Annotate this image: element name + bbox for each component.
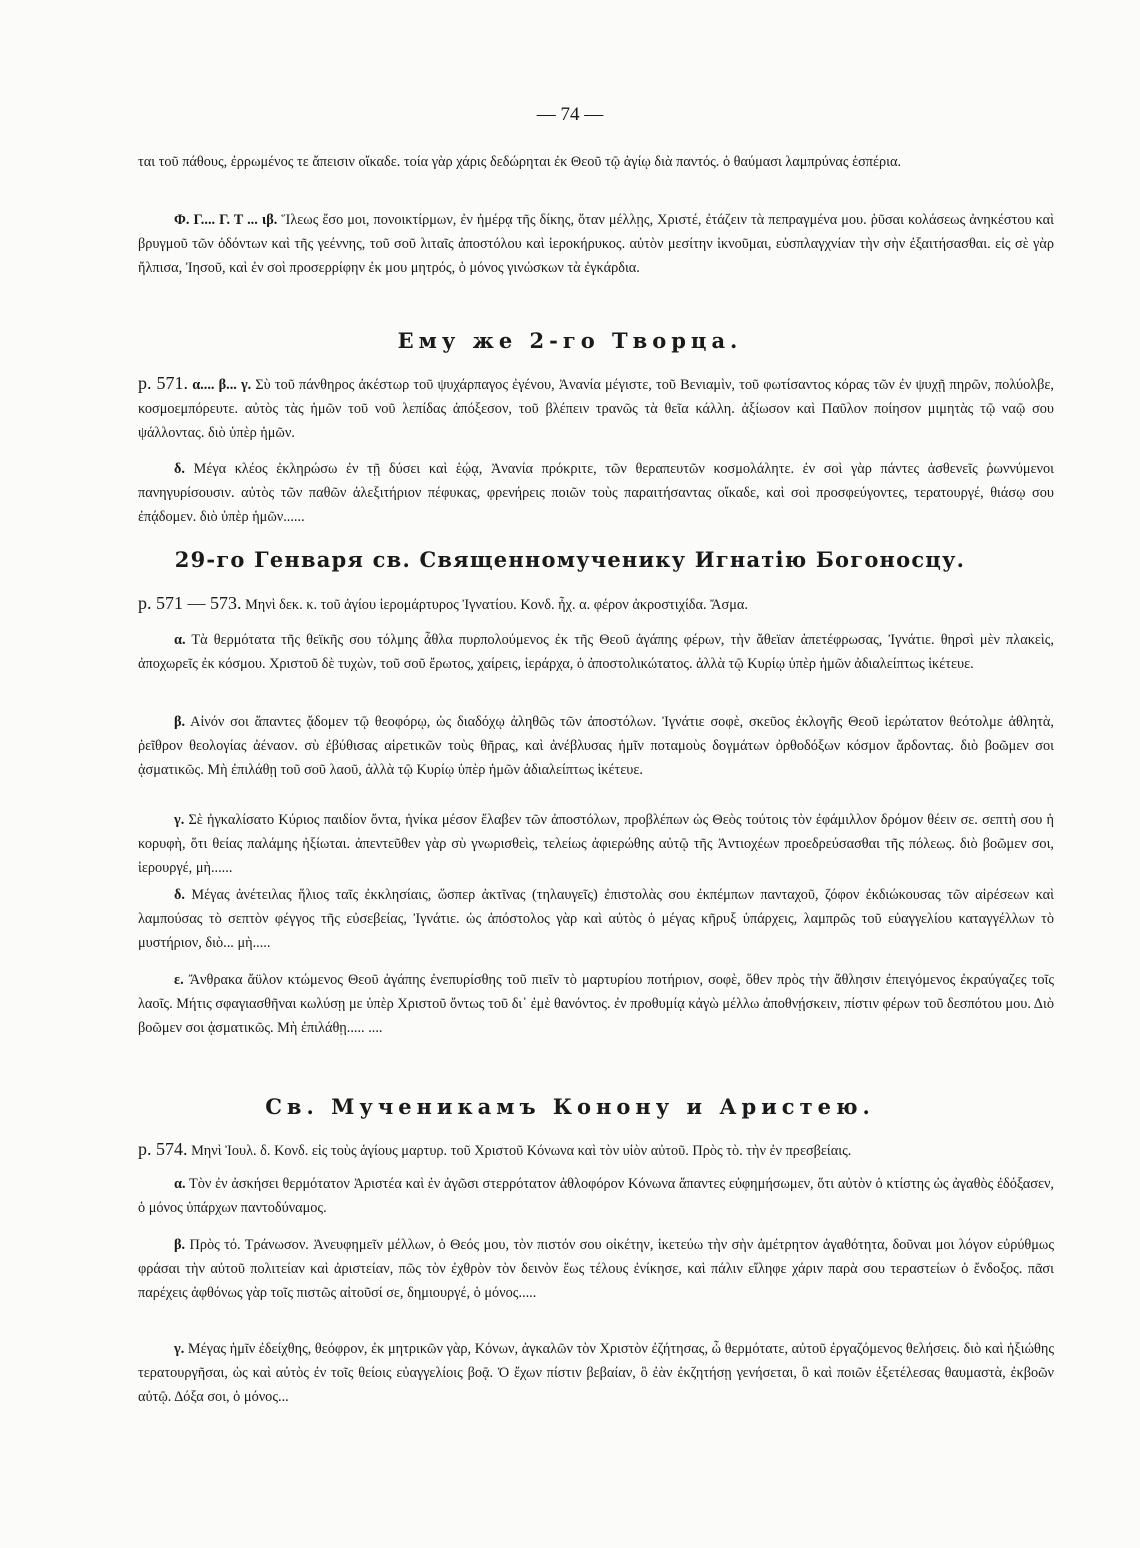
paragraph-text: Μέγα κλέος ἐκληρώσω ἐν τῇ δύσει καὶ ἑῴᾳ, Ἀνανία πρόκριτε, τῶν θεραπευτῶν κοσμολάλητε. ἐν σοὶ γὰρ πάντες ἀσθενεῖς ῥωννύμενοι πανηγυρίσουσιν. αὐτὸς τῶν παθῶν ἀλεξιτήριον πέφυκας, φρενήρεις ποιῶν τοὺς παραιτήσαντας οἴκαδε, καὶ σοὶ προσφεύγοντες, τερατουργέ, θιάσῳ σου ἐπᾴδομεν. διὸ ὑπὲρ ἡμῶν...... (138, 461, 1055, 525)
paragraph-text: Μέγας ἡμῖν ἐδείχθης, θεόφρον, ἐκ μητρικῶν γὰρ, Κόνων, ἀγκαλῶν τὸν Χριστὸν ἐζήτησας, ὦ θερμότατε, αὐτοῦ ἐργαζόμενος θελήσεις. διὸ καὶ ἠξιώθης τερατουργῆσαι, ὡς καὶ αὐτὸς ἐν τοῖς θείοις εὐαγγελίοις βοᾷ. Ὁ ἔχων πίστιν βεβαίαν, ὃ ἐὰν ἐκζητήσῃ γενήσεται, ὃ καὶ ποιῶν ἐξετέλεσας θαυμαστὰ, ἐκβοῶν αὐτῷ. Δόξα σοι, ὁ μόνος... (138, 1341, 1054, 1405)
paragraph-label: β. (174, 1237, 186, 1253)
text-block-8 (138, 883, 1054, 955)
paragraph-text: Μέγας ἀνέτειλας ἥλιος ταῖς ἐκκλησίαις, ὥσπερ ἀκτῖνας (τηλαυγεῖς) ἐπιστολὰς σου ἐκπέμπων πανταχοῦ, ζόφον ἐκδιώκουσας τῶν αἱρέσεων καὶ λαμπούσας τὸ σεπτὸν φέγγος τῆς εὐσεβείας, Ἰγνάτιε. ὡς ἀπόστολος γὰρ καὶ αὐτὸς ὁ μέγας κῆρυξ ὑπάρχεις, λαμπρῶς τοῦ εὐαγγελίου καταγγέλλων τὸ μυστήριον, διὸ... μὴ..... (138, 887, 1054, 951)
paragraph-text: Ἵλεως ἔσο μοι, πονοικτίρμων, ἐν ἡμέρᾳ τῆς δίκης, ὅταν μέλλῃς, Χριστέ, ἐτάζειν τὰ πεπραγμένα μου. ῥῦσαι κολάσεως ἀνηκέστου καὶ βρυγμοῦ τῶν ὀδόντων καὶ τῆς γεέννης, τοῦ σοῦ λιταῖς ἀποστόλου καὶ ἱεροκήρυκος. αὐτὸν μεσίτην ἱκνοῦμαι, εὐσπλαγχνίαν τὴν σὴν ἐξαιτήσασθαι. εἰς σὲ γὰρ ἤλπισα, Ἰησοῦ, καὶ ἐν σοὶ προσερρίφην ἐκ μου μητρός, ὁ μόνος γινώσκων τὰ ἐγκάρδια. (138, 212, 1054, 276)
text-block-10 (138, 1137, 1054, 1163)
page-number: — 74 — (536, 104, 604, 125)
paragraph-text: ται τοῦ πάθους, ἐρρωμένος τε ἄπεισιν οἴκαδε. τοία γὰρ χάρις δεδώρηται ἐκ Θεοῦ τῷ ἁγίῳ διὰ παντός. ὁ θαύμασι λαμπρύνας ἑσπέρια. (138, 154, 902, 170)
paragraph-label: α.... β... γ. (192, 377, 252, 393)
text-block-7 (138, 808, 1054, 880)
text-block-9 (138, 968, 1054, 1040)
paragraph-label: γ. (174, 1341, 185, 1357)
paragraph-label: γ. (174, 812, 185, 828)
text-block-6 (138, 710, 1054, 782)
section-heading-1: Ему же 2-го Творца. (397, 328, 743, 353)
paragraph-text: Αἰνόν σοι ἅπαντες ᾄδομεν τῷ θεοφόρῳ, ὡς διαδόχῳ ἀληθῶς τῶν ἀποστόλων. Ἰγνάτιε σοφὲ, σκεῦος ἐκλογῆς Θεοῦ ἱερώτατον θεότολμε ἀθλητὰ, ῥεῖθρον θεολογίας ἀέναον. σὺ ἐβύθισας αἱρετικῶν τοὺς θῆρας, καὶ ἀνέβλυσας ἡμῖν ποταμοὺς δογμάτων ὀρθοδόξων κόσμον ἄρδοντας. διὸ βοῶμεν σοι ᾀσματικῶς. Μὴ ἐπιλάθῃ τοῦ σοῦ λαοῦ, ἀλλὰ τῷ Κυρίῳ ὑπὲρ ἡμῶν ἀδιαλείπτως ἱκέτευε. (138, 714, 1054, 778)
text-block-2 (138, 371, 1054, 445)
section-heading-2: 29-го Генваря св. Священномученику Игнатію Богоносцу. (174, 547, 966, 572)
paragraph-label: δ. (174, 461, 185, 477)
text-block-4 (138, 591, 1054, 617)
paragraph-text: Σὺ τοῦ πάνθηρος ἀκέστωρ τοῦ ψυχάρπαγος ἐγένου, Ἀνανία μέγιστε, τοῦ Βενιαμὶν, τοῦ φωτίσαντος κόρας τῶν ἐν ψυχῇ πηρῶν, πολύολβε, κοσμοεμπόρευτε. αὐτὸς τὰς ἡμῶν τοῦ νοῦ λεπίδας ἀπόξεσον, τοῦ βλέπειν τρανῶς τὰ θεῖα κάλλη. ἀξίωσον καὶ Παῦλον ποίησον μιμητὰς τῷ ναῷ σου ψάλλοντας. διὸ ὑπὲρ ἡμῶν. (138, 377, 1054, 441)
section-heading-3: Св. Мученикамъ Конону и Аристею. (265, 1094, 875, 1119)
paragraph-label: δ. (174, 887, 185, 903)
text-block-11 (138, 1172, 1054, 1220)
paragraph-label: β. (174, 714, 186, 730)
paragraph-label: Φ. Γ.... Γ. Τ ... ιβ. (174, 212, 278, 228)
paragraph-text: Μηνὶ δεκ. κ. τοῦ ἁγίου ἱερομάρτυρος Ἰγνατίου. Κονδ. ἦχ. α. φέρον ἀκροστιχίδα. Ἄσμα. (245, 597, 748, 613)
paragraph-text: Πρὸς τό. Τράνωσον. Ἀνευφημεῖν μέλλων, ὁ Θεός μου, τὸν πιστόν σου οἰκέτην, ἱκετεύω τὴν σὴν ἀμέτρητον ἀγαθότητα, δοῦναι μοι λόγον εὐρύθμως φράσαι τὴν αὐτοῦ πολιτείαν καὶ ἀριστείαν, πῶς τὸν ἐχθρὸν τὸν δεινὸν ἕως τέλους ἐνίκησε, καὶ πάλιν εἴληφε χάριν παρὰ σου τεραστείων ὁ ἔνδοξος. πᾶσι παρέχεις ἀφθόνως γὰρ τοῖς πιστῶς αἰτοῦσί σε, δημιουργέ, ὁ μόνος..... (138, 1237, 1055, 1301)
paragraph-label: α. (174, 632, 186, 648)
paragraph-text: Τὸν ἐν ἀσκήσει θερμότατον Ἀριστέα καὶ ἐν ἀγῶσι στερρότατον ἀθλοφόρον Κόνωνα ἅπαντες εὐφημήσωμεν, ὅτι αὐτὸν ὁ κτίστης ὡς ἀγαθὸς ἐδόξασεν, ὁ μόνος ὑπάρχων παντοδύναμος. (138, 1176, 1054, 1216)
text-block-1 (138, 208, 1054, 280)
text-block-0 (138, 150, 1054, 174)
page-reference: р. 574. (138, 1139, 188, 1159)
text-block-13 (138, 1337, 1054, 1409)
page-reference: р. 571. (138, 373, 189, 393)
page-reference: р. 571 — 573. (138, 593, 242, 613)
paragraph-label: α. (174, 1176, 186, 1192)
paragraph-text: Ἄνθρακα ἄϋλον κτώμενος Θεοῦ ἀγάπης ἐνεπυρίσθης τοῦ πιεῖν τὸ μαρτυρίου ποτήριον, σοφὲ, ὅθεν πρὸς τὴν ἄθλησιν ἐπειγόμενος ἐκραύγαζες τοῖς λαοῖς. Μήτις σφαγιασθῆναι κωλύσῃ με ὑπὲρ Χριστοῦ ὄντως τοῦ δι᾽ ἐμὲ θανόντος. ἐν προθυμίᾳ κἀγὼ μέλλω ἀποθνῄσκειν, πίστιν φέρων τοῦ δεσπότου μου. Διὸ βοῶμεν σοι ᾀσματικῶς. Μὴ ἐπιλάθῃ..... .... (138, 972, 1054, 1036)
text-block-3 (138, 457, 1054, 529)
paragraph-label: ε. (174, 972, 184, 988)
text-block-12 (138, 1233, 1054, 1305)
paragraph-text: Μηνὶ Ἰουλ. δ. Κονδ. εἰς τοὺς ἁγίους μαρτυρ. τοῦ Χριστοῦ Κόνωνα καὶ τὸν υἱὸν αὐτοῦ. Πρὸς τὸ. τὴν ἐν πρεσβείαις. (191, 1143, 852, 1159)
paragraph-text: Σὲ ἠγκαλίσατο Κύριος παιδίον ὄντα, ἡνίκα μέσον ἔλαβεν τῶν ἀποστόλων, προβλέπων ὡς Θεὸς τούτοις τὸν ἐφάμιλλον δρόμον θέειν σε. σεπτὴ σου ἡ κορυφὴ, ὅτι θείας παλάμης ἠξίωται. ἀπεντεῦθεν γὰρ σὺ γνωρισθεὶς, τελείως ἀφιερώθης αὐτῷ τῆς Ἀντιοχέων προεδρεύσασθαι τῆς πόλεως. διὸ βοῶμεν σοι, ἱερουργέ, μὴ...... (138, 812, 1054, 876)
paragraph-text: Τὰ θερμότατα τῆς θεϊκῆς σου τόλμης ἆθλα πυρπολούμενος ἐκ τῆς Θεοῦ ἀγάπης φέρων, τὴν ἄθεϊαν ἀπετέφρωσας, Ἰγνάτιε. θηρσὶ μὲν πλακεὶς, ἀποχωρεῖς ἐκ κόσμου. Χριστοῦ δὲ τυχὼν, τοῦ σοῦ ἔρωτος, χαίρεις, ἱεράρχα, ὁ ἀποστολικώτατος. ἀλλὰ τῷ Κυρίῳ ὑπὲρ ἡμῶν ἀδιαλείπτως ἱκέτευε. (138, 632, 1054, 672)
text-block-5 (138, 628, 1054, 676)
